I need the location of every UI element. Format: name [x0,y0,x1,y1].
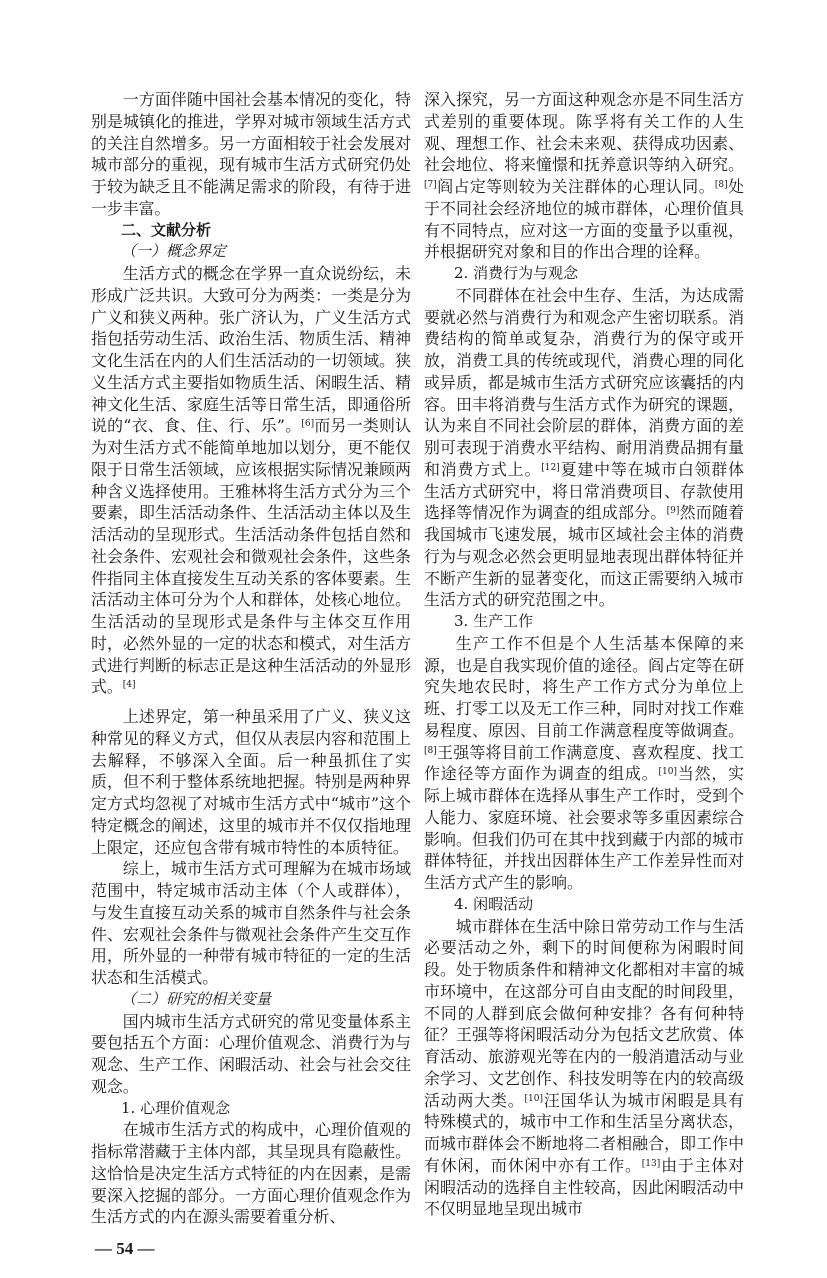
text-run: 3. 生产工作 [454,612,534,630]
text-run: 国内城市生活方式研究的常见变量体系主要包括五个方面：心理价值观念、消费行为与观念、生产工作、闲暇活动、社会与社会交往观念。 [91,1011,411,1096]
section-heading [91,220,411,242]
text-run: 夏建中等在城市白领群体生活方式研究中，将日常消费项目、存款使用选择等情况作为调查的组成部分。 [424,459,745,523]
citation-marker: [7] [424,180,437,190]
text-run: 4. 闲暇活动 [454,894,534,913]
text-run: 2. 消费行为与观念 [454,264,579,282]
citation-marker: [8] [424,745,437,756]
paragraph [91,706,411,858]
text-run: 综上，城市生活方式可理解为在城市场域范围中，特定城市活动主体（个人或群体），与发生直接互动关系的城市自然条件与社会条件、宏观社会条件与微观社会条件产生交互作用，所外显的一种带有城市特征的一定的生活状态和生活模式。 [91,859,411,987]
text-run: 然而随着我国城市飞速发展，城市区域社会主体的消费行为与观念必然会更明显地表现出群体特征并不断产生新的显著变化，而这正需要纳入城市生活方式的研究范围之中。 [424,503,745,610]
subsection-heading [91,241,411,263]
text-run: （二）研究的相关变量 [121,989,272,1008]
paragraph [91,1011,411,1098]
paragraph [424,916,744,1221]
citation-marker: [9] [666,506,680,517]
text-run: 当然，实际上城市群体在选择从事生产工作时，受到个人能力、家庭环境、社会要求等多重因素综合影响。但我们仍可在其中找到藏于内部的城市群体特征，并找出因群体生产工作差异性而对生活方式产生的影响。 [424,764,745,892]
text-run: 生产工作不但是个人生活基本保障的来源，也是自我实现价值的途径。阎占定等在研究失地农民时，将生产工作方式分为单位上班、打零工以及无工作三种，同时对找工作难易程度、原因、目前工作满意程度等做调查。 [424,633,744,740]
citation-marker: [6] [301,419,315,430]
text-run: 而另一类则认为对生活方式不能简单地加以划分，更不能仅限于日常生活领域，应该根据实际情况兼顾两种含义选择使用。王雅林将生活方式分为三个要素，即生活活动条件、生活活动主体以及生活活动的呈现形式。生活活动条件包括自然和社会条件、宏观社会和微观社会条件，这些条件指同主体直接发生互动关系的客体要素。生活活动主体可分为个人和群体，处核心地位。生活活动的呈现形式是条件与主体交互作用时，必然外显的一定的状态和模式，对生活方式进行判断的标志正是这种生活活动的外显形式。 [91,416,412,697]
subsection-heading [424,894,744,916]
paragraph [91,263,411,698]
citation-marker: [10] [524,1093,543,1104]
citation-marker: [10] [658,767,677,778]
text-run: 1. 心理价值观念 [121,1098,231,1117]
text-run: （一）概念界定 [121,242,227,261]
text-run: 阎占定等则较为关注群体的心理认同。 [436,177,715,196]
right-column [424,89,744,1220]
text-run: 二、文献分析 [121,220,212,239]
text-run: 处于不同社会经济地位的城市群体，心理价值具有不同特点，应对这一方面的变量予以重视，并根据研究对象和目的作出合理的诠释。 [424,177,745,262]
paragraph [424,89,744,263]
text-run: 王强等将目前工作满意度、喜欢程度、找工作途径等方面作为调查的组成。 [424,742,744,784]
citation-marker: [8] [714,180,728,190]
text-run: 由于主体对闲暇活动的选择自主性较高，因此闲暇活动中不仅明显地呈现出城市 [424,1155,745,1219]
text-run: 汪国华认为城市闲暇是具有特殊模式的，城市中工作和生活呈分离状态，而城市群体会不断地将二者相融合，即工作中有休闲，而休闲中亦有工作。 [424,1090,745,1175]
text-run: 在城市生活方式的构成中，心理价值观的指标常潜藏于主体内部，其呈现具有隐蔽性。这恰恰是决定生活方式特征的内在因素，是需要深入挖掘的部分。一方面心理价值观念作为生活方式的内在源头需要着重分析、 [91,1120,411,1227]
text-run: 深入探究，另一方面这种观念亦是不同生活方式差别的重要体现。陈孚将有关工作的人生观、理想工作、社会未来观、获得成功因素、社会地位、将来憧憬和抚养意识等纳入研究。 [424,90,744,175]
text-run: 上述界定，第一种虽采用了广义、狭义这种常见的释义方式，但仅从表层内容和范围上去解释，不够深入全面。后一种虽抓住了实质，但不利于整体系统地把握。特别是两种界定方式均忽视了对城市生活方式中“城市”这个特定概念的阐述，这里的城市并不仅仅指地理上限定，还应包含带有城市特性的本质特征。 [91,707,411,857]
subsection-heading [91,989,411,1011]
text-run: 不同群体在社会中生存、生活，为达成需要就必然与消费行为和观念产生密切联系。消费结构的简单或复杂，消费行为的保守或开放，消费工具的传统或现代，消费心理的同化或异质，都是城市生活方式研究应该囊括的内容。田丰将消费与生活方式作为研究的课题，认为来自不同社会阶层的群体，消费方面的差别可表现于消费水平结构、耐用消费品拥有量和消费方式上。 [424,285,744,479]
text-run: 城市群体在生活中除日常劳动工作与生活必要活动之外，剩下的时间便称为闲暇时间段。处于物质条件和精神文化都相对丰富的城市环境中，在这部分可自由支配的时间段里，不同的人群到底会做何种安排？各有何种特征？王强等将闲暇活动分为包括文艺欣赏、体育活动、旅游观光等在内的一般消遣活动与业余学习、文艺创作、科技发明等在内的较高级活动两大类。 [424,916,744,1110]
text-run: 生活方式的概念在学界一直众说纷纭，未形成广泛共识。大致可分为两类：一类是分为广义和狭义两种。张广济认为，广义生活方式指包括劳动生活、政治生活、物质生活、精神文化生活在内的人们生活活动的一切领域。狭义生活方式主要指如物质生活、闲暇生活、精神文化生活、家庭生活等日常生活，即通俗所说的“衣、食、住、行、乐”。 [91,264,411,436]
subsection-heading [91,1098,411,1120]
citation-marker: [12] [541,462,560,473]
paragraph [424,633,744,894]
left-column [91,89,411,1228]
subsection-heading [424,263,744,285]
paragraph [91,858,411,989]
paragraph [91,1119,411,1228]
paragraph [424,285,744,611]
page-number: — 54 — [95,1239,155,1258]
subsection-heading [424,611,744,633]
citation-marker: [4] [122,680,136,691]
citation-marker: [13] [641,1158,661,1169]
paragraph [91,89,411,220]
text-run: 一方面伴随中国社会基本情况的变化，特别是城镇化的推进，学界对城市领域生活方式的关注自然增多。另一方面相较于社会发展对城市部分的重视，现有城市生活方式研究仍处于较为缺乏且不能满足需求的阶段，有待于进一步丰富。 [91,90,411,218]
